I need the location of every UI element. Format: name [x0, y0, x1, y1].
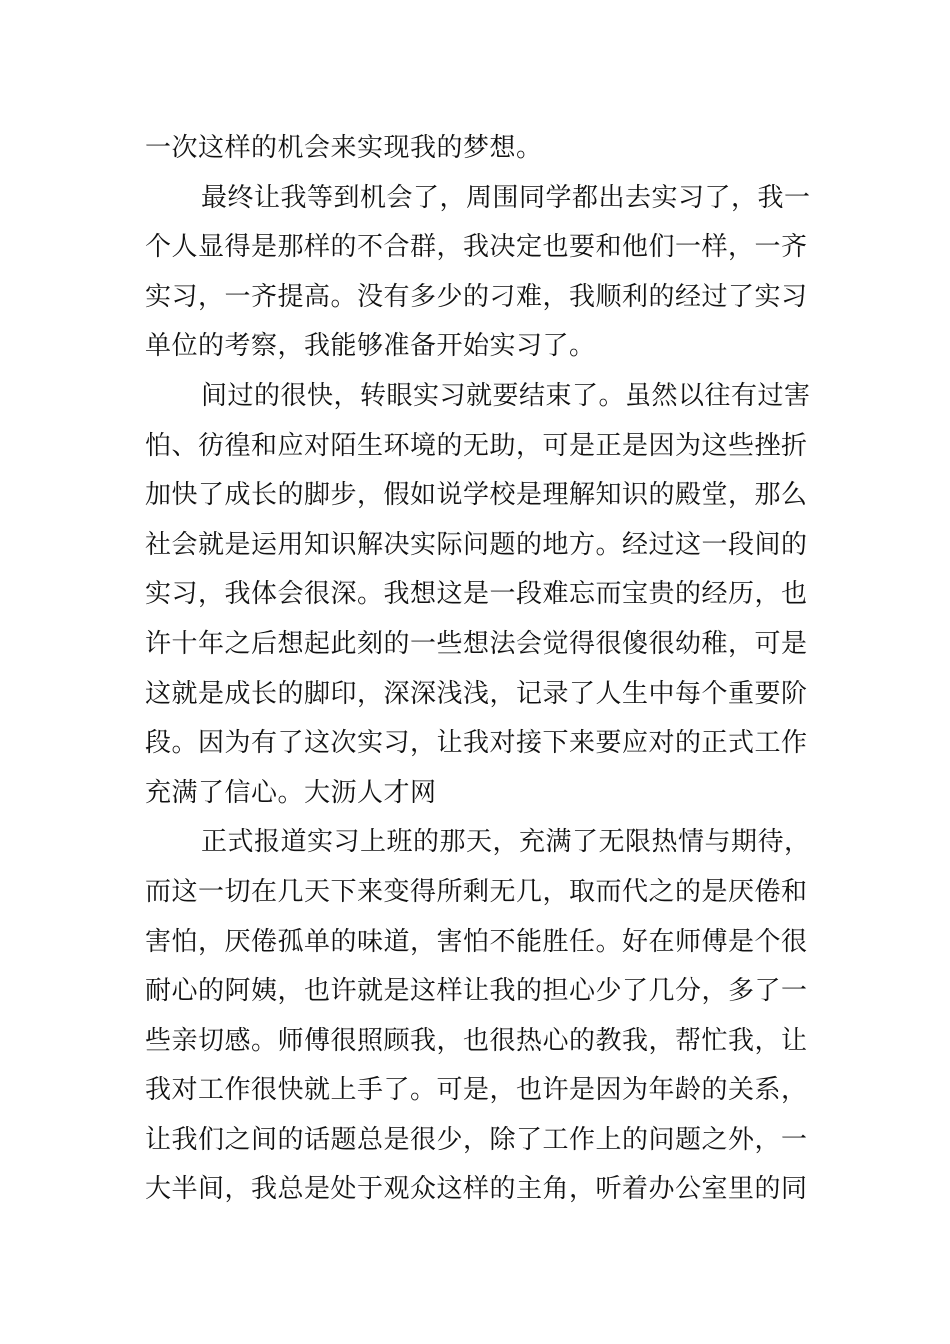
text-line: 一次这样的机会来实现我的梦想。 [145, 133, 543, 163]
text-line: 社会就是运用知识解决实际问题的地方。经过这一段间的 [145, 529, 808, 560]
text-line: 这就是成长的脚印，深深浅浅，记录了人生中每个重要阶 [145, 678, 808, 709]
paragraph-start-line: 间过的很快，转眼实习就要结束了。虽然以往有过害 [201, 380, 811, 411]
text-line: 耐心的阿姨，也许就是这样让我的担心少了几分，多了一 [145, 976, 808, 1007]
text-line: 个人显得是那样的不合群，我决定也要和他们一样，一齐 [145, 232, 808, 263]
text-line: 大半间，我总是处于观众这样的主角，听着办公室里的同 [145, 1174, 808, 1205]
paragraph-start-line: 正式报道实习上班的那天，充满了无限热情与期待， [201, 827, 811, 858]
body-text [145, 124, 810, 1215]
text-line: 许十年之后想起此刻的一些想法会觉得很傻很幼稚，可是 [145, 628, 808, 659]
text-line: 让我们之间的话题总是很少，除了工作上的问题之外，一 [145, 1124, 808, 1155]
text-line: 段。因为有了这次实习，让我对接下来要应对的正式工作 [145, 728, 808, 759]
text-line: 些亲切感。师傅很照顾我，也很热心的教我，帮忙我，让 [145, 1025, 808, 1056]
text-line: 充满了信心。大沥人才网 [145, 777, 437, 808]
paragraph-start-line: 最终让我等到机会了，周围同学都出去实习了，我一 [201, 182, 811, 213]
text-line: 实习，我体会很深。我想这是一段难忘而宝贵的经历，也 [145, 579, 808, 610]
text-line: 害怕，厌倦孤单的味道，害怕不能胜任。好在师傅是个很 [145, 926, 808, 957]
text-line: 实习，一齐提高。没有多少的刁难，我顺利的经过了实习 [145, 281, 808, 312]
text-line: 单位的考察，我能够准备开始实习了。 [145, 331, 596, 362]
text-line: 怕、彷徨和应对陌生环境的无助，可是正是因为这些挫折 [145, 430, 808, 461]
text-line: 而这一切在几天下来变得所剩无几，取而代之的是厌倦和 [145, 876, 808, 907]
text-line: 加快了成长的脚步，假如说学校是理解知识的殿堂，那么 [145, 480, 808, 511]
text-line: 我对工作很快就上手了。可是，也许是因为年龄的关系， [145, 1075, 808, 1106]
